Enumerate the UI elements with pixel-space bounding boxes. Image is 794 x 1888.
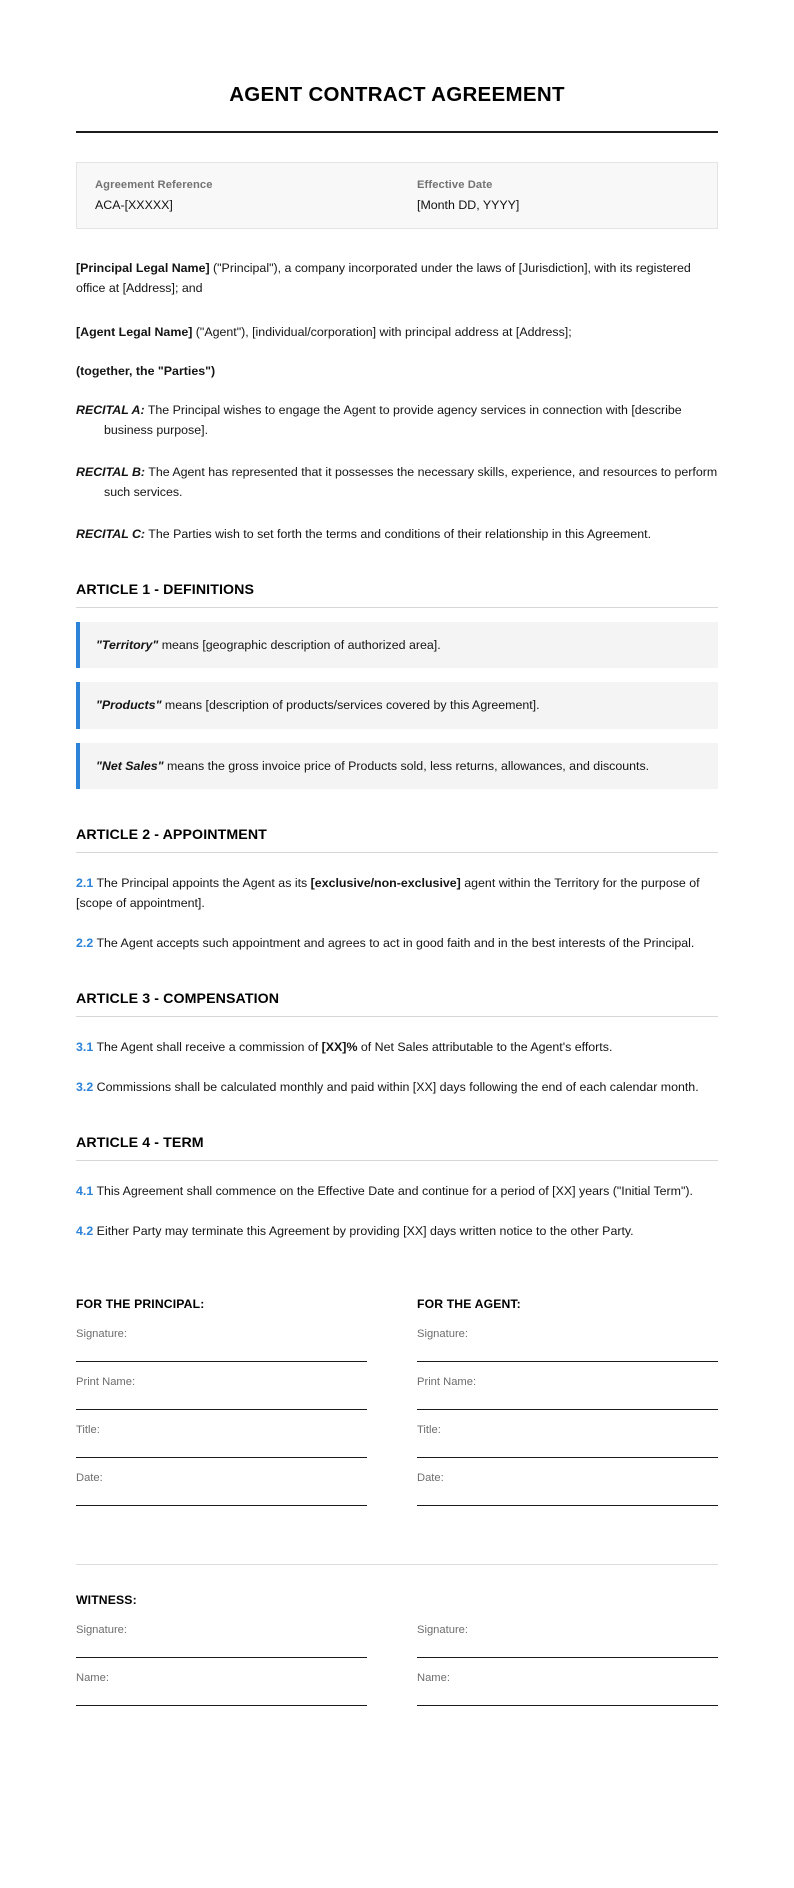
clause-2-1 xyxy=(76,873,718,913)
clause-2-2 xyxy=(76,933,718,953)
witness-column-right xyxy=(397,1624,718,1720)
signature-block xyxy=(76,1297,718,1520)
signature-label-agent-date: Date: xyxy=(417,1472,444,1485)
definition-products-text: means [description of products/services covered by this Agreement]. xyxy=(161,698,540,713)
clause-4-2-text: Either Party may terminate this Agreement by providing [XX] days written notice to the other Party. xyxy=(93,1224,634,1239)
clause-3-1-text-pre: The Agent shall receive a commission of xyxy=(93,1039,322,1054)
signature-label-principal-print-name: Print Name: xyxy=(76,1376,136,1389)
definition-products xyxy=(76,682,718,728)
signature-line-principal-print-name[interactable] xyxy=(76,1409,367,1410)
signature-field-agent-print-name xyxy=(417,1376,718,1410)
clause-2-2-number: 2.2 xyxy=(76,935,94,950)
recital-c xyxy=(76,524,718,544)
witness-line-right-signature[interactable] xyxy=(417,1657,718,1658)
title-divider xyxy=(76,131,718,133)
signature-field-agent-signature xyxy=(417,1328,718,1362)
signature-field-principal-print-name xyxy=(76,1376,367,1410)
signature-label-agent-title: Title: xyxy=(417,1424,441,1437)
signature-heading-agent: FOR THE AGENT: xyxy=(417,1297,521,1312)
clause-4-2 xyxy=(76,1221,718,1241)
witness-line-left-signature[interactable] xyxy=(76,1657,367,1658)
witness-field-left-signature xyxy=(76,1624,367,1658)
recital-a-label: RECITAL A: xyxy=(76,402,145,417)
signature-line-agent-date[interactable] xyxy=(417,1505,718,1506)
signature-line-principal-title[interactable] xyxy=(76,1457,367,1458)
signature-label-principal-title: Title: xyxy=(76,1424,100,1437)
signature-label-principal-signature: Signature: xyxy=(76,1328,127,1341)
party-principal xyxy=(76,258,718,298)
witness-label-right-signature: Signature: xyxy=(417,1624,468,1637)
clause-4-1 xyxy=(76,1181,718,1201)
recital-b-text: The Agent has represented that it possesses the necessary skills, experience, and resources to perform such services. xyxy=(104,465,718,500)
witness-label-left-signature: Signature: xyxy=(76,1624,127,1637)
witness-line-right-name[interactable] xyxy=(417,1705,718,1706)
clause-2-1-text-pre: The Principal appoints the Agent as its xyxy=(93,875,311,890)
meta-label-reference: Agreement Reference xyxy=(95,178,213,191)
clause-2-1-text-post: agent within the Territory for the purpose of [scope of appointment]. xyxy=(76,875,700,910)
party-principal-name: [Principal Legal Name] xyxy=(76,260,210,275)
definition-territory-text: means [geographic description of authorized area]. xyxy=(158,638,441,653)
signature-field-principal-title xyxy=(76,1424,367,1458)
clause-3-1 xyxy=(76,1037,718,1057)
definition-net-sales xyxy=(76,743,718,789)
signature-label-agent-signature: Signature: xyxy=(417,1328,468,1341)
witness-column-left xyxy=(76,1624,397,1720)
page-title: AGENT CONTRACT AGREEMENT xyxy=(229,83,565,106)
party-agent xyxy=(76,322,718,342)
recital-b-label: RECITAL B: xyxy=(76,465,146,480)
clause-4-1-number: 4.1 xyxy=(76,1184,94,1199)
clause-3-2 xyxy=(76,1077,718,1097)
clause-3-1-text-post: of Net Sales attributable to the Agent's efforts. xyxy=(357,1039,613,1054)
witness-label-left-name: Name: xyxy=(76,1672,109,1685)
signature-line-principal-date[interactable] xyxy=(76,1505,367,1506)
meta-field-reference xyxy=(95,179,397,212)
party-agent-text: ("Agent"), [individual/corporation] with principal address at [Address]; xyxy=(192,324,572,339)
witness-field-left-name xyxy=(76,1672,367,1706)
clause-3-2-number: 3.2 xyxy=(76,1080,94,1095)
signature-field-agent-date xyxy=(417,1472,718,1506)
clause-2-1-placeholder: [exclusive/non-exclusive] xyxy=(310,875,461,890)
witness-block xyxy=(76,1624,718,1720)
party-agent-name: [Agent Legal Name] xyxy=(76,324,193,339)
clause-4-1-text: This Agreement shall commence on the Effective Date and continue for a period of [XX] years ("Initial Term"). xyxy=(93,1184,693,1199)
article-3-heading: ARTICLE 3 - COMPENSATION xyxy=(76,991,718,1017)
article-1-heading: ARTICLE 1 - DEFINITIONS xyxy=(76,582,718,608)
signature-field-principal-signature xyxy=(76,1328,367,1362)
clause-2-2-text: The Agent accepts such appointment and agrees to act in good faith and in the best interests of the Principal. xyxy=(93,935,695,950)
witness-field-right-name xyxy=(417,1672,718,1706)
signature-heading-principal: FOR THE PRINCIPAL: xyxy=(76,1297,205,1312)
clause-3-2-text: Commissions shall be calculated monthly and paid within [XX] days following the end of each calendar month. xyxy=(93,1080,699,1095)
clause-3-1-number: 3.1 xyxy=(76,1039,94,1054)
definition-territory-term: "Territory" xyxy=(96,638,159,653)
party-principal-text: ("Principal"), a company incorporated under the laws of [Jurisdiction], with its registered office at [Address]; and xyxy=(76,260,691,295)
witness-field-right-signature xyxy=(417,1624,718,1658)
meta-value-effective-date: [Month DD, YYYY] xyxy=(417,197,520,212)
witness-label-right-name: Name: xyxy=(417,1672,450,1685)
definition-net-sales-term: "Net Sales" xyxy=(96,758,164,773)
meta-label-effective-date: Effective Date xyxy=(417,178,493,191)
parties-together-line: (together, the "Parties") xyxy=(76,363,216,378)
signature-field-principal-date xyxy=(76,1472,367,1506)
recital-a xyxy=(76,400,718,440)
witness-line-left-name[interactable] xyxy=(76,1705,367,1706)
recital-b xyxy=(76,462,718,502)
recital-a-text: The Principal wishes to engage the Agent to provide agency services in connection with [describe business purpose]. xyxy=(104,402,682,438)
signature-label-agent-print-name: Print Name: xyxy=(417,1376,477,1389)
definition-products-term: "Products" xyxy=(96,698,162,713)
signature-line-agent-signature[interactable] xyxy=(417,1361,718,1362)
article-2-heading: ARTICLE 2 - APPOINTMENT xyxy=(76,827,718,853)
agreement-meta-box xyxy=(76,162,718,229)
signature-column-principal xyxy=(76,1297,397,1520)
clause-3-1-placeholder: [XX]% xyxy=(321,1039,358,1054)
recital-c-label: RECITAL C: xyxy=(76,527,146,542)
clause-2-1-number: 2.1 xyxy=(76,875,94,890)
witness-heading: WITNESS: xyxy=(76,1593,137,1608)
signature-field-agent-title xyxy=(417,1424,718,1458)
signature-label-principal-date: Date: xyxy=(76,1472,103,1485)
signature-line-principal-signature[interactable] xyxy=(76,1361,367,1362)
meta-value-reference: ACA-[XXXXX] xyxy=(95,197,173,212)
article-4-heading: ARTICLE 4 - TERM xyxy=(76,1135,718,1161)
definition-territory xyxy=(76,622,718,668)
definition-net-sales-text: means the gross invoice price of Products sold, less returns, allowances, and discounts. xyxy=(163,758,650,773)
signature-line-agent-print-name[interactable] xyxy=(417,1409,718,1410)
meta-field-effective-date xyxy=(397,179,699,212)
signature-column-agent xyxy=(397,1297,718,1520)
witness-divider xyxy=(76,1564,718,1565)
signature-line-agent-title[interactable] xyxy=(417,1457,718,1458)
recital-c-text: The Parties wish to set forth the terms and conditions of their relationship in this Agreement. xyxy=(145,527,652,542)
clause-4-2-number: 4.2 xyxy=(76,1224,94,1239)
